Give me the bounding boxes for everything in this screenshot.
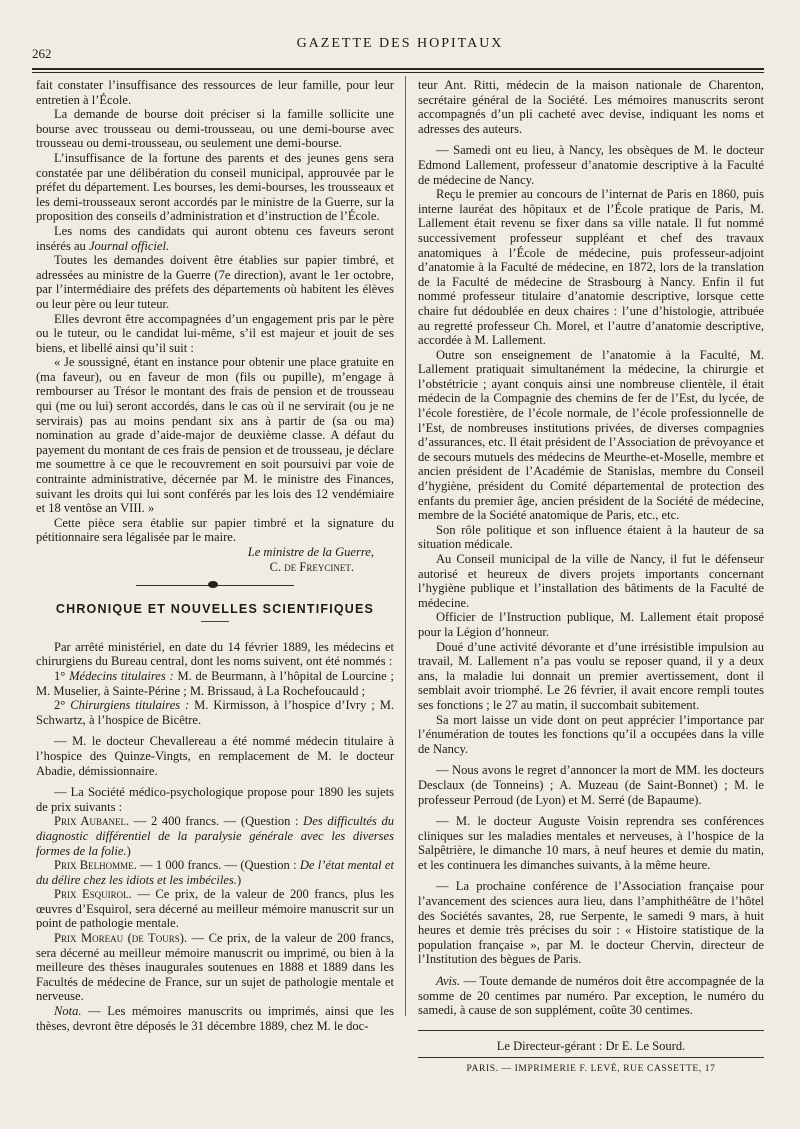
news-item: — M. le docteur Chevallereau a été nommé médecin titulaire à l’hospice des Quinze-Vingts, en remplacement de M. le docteur Abadie, démissionnaire. <box>36 734 394 778</box>
question: De l’état mental et du délire chez les idiots et les imbéciles. <box>36 858 394 887</box>
question: Des difficultés du diagnostic différentiel de la paralysie générale avec les diverses formes de la folie. <box>36 814 394 858</box>
column-divider <box>405 76 406 1016</box>
prize-item <box>36 887 394 931</box>
news-item <box>36 669 394 698</box>
paragraph: Officier de l’Instruction publique, M. Lallement était proposé pour la Légion d’honneur. <box>418 610 764 639</box>
paragraph: Elles devront être accompagnées d’un engagement pris par le père ou le tuteur, ou le candidat lui-même, s’il est majeur et jouit de ses biens, et libellé ainsi qu’il suit : <box>36 311 394 355</box>
section-title: CHRONIQUE ET NOUVELLES SCIENTIFIQUES <box>55 602 375 617</box>
paragraph: La demande de bourse doit préciser si la famille sollicite une bourse avec trousseau ou demi-trousseau, ou une demi-bourse avec trousseau ou demi-trousseau, ou seulement une demi-bourse. <box>36 107 394 151</box>
paragraph: Outre son enseignement de l’anatomie à la Faculté, M. Lallement pratiquait simultanément la médecine, la chirurgie et l’obstétricie ; ayant conquis ainsi une nombreuse clientèle, il était médecin de la Compagnie des chemins de fer de l’Est, du lycée, de l’école forestière, de l’école normale, de l’école professionnelle de l’Est, de nombreuses institutions privées, de diverses compagnies d’assurances, etc. Il était président de l’Association de prévoyance et de secours mutuels des médecins de Meurthe-et-Moselle, membre et ancien président de l’Académie de Stanislas, membre du Conseil d’hygiène, président du Comité départemental de protection des enfants du premier âge, ancien président de la Société de médecine, membre de la Société anatomique de Paris, etc., etc. <box>418 347 764 523</box>
text: — Ce prix, de la valeur de 200 francs, plus les œuvres d’Esquirol, sera décerné au meilleur mémoire manuscrit sur un point de pathologie mentale. <box>36 887 394 931</box>
news-item: — La Société médico-psychologique propose pour 1890 les sujets de prix suivants : <box>36 785 394 814</box>
news-item: Par arrêté ministériel, en date du 14 février 1889, les médecins et chirurgiens du Bureau central, dont les noms suivent, ont été nommés : <box>36 639 394 669</box>
paragraph: L’insuffisance de la fortune des parents et des jeunes gens sera constatée par une délibération du conseil municipal, approuvée par le préfet du département. Les bourses, les demi-bourses, les trousseaux et les demi-trousseaux seront accordés par le ministre de la Guerre, sur la proposition des conseils d’administration et d’instruction de l’École. <box>36 150 394 224</box>
text: Les noms des candidats qui auront obtenu ces faveurs seront insérés au <box>36 223 394 253</box>
header-rule <box>32 68 764 70</box>
prize-item <box>36 931 394 1004</box>
paragraph: Son rôle politique et son influence étaient à la hauteur de sa situation médicale. <box>418 522 764 552</box>
news-item: — M. le docteur Auguste Voisin reprendra ses conférences cliniques sur les maladies mentales et nerveuses, à l’hospice de la Salpêtrière, le dimanche 10 mars, à neuf heures et demie du matin, et les continuera les dimanches suivants, à la même heure. <box>418 814 764 872</box>
avis-label: Avis. <box>436 974 461 989</box>
news-item <box>36 698 394 727</box>
paragraph: Toutes les demandes doivent être établies sur papier timbré, et adressées au ministre de la Guerre (7e direction), avant le 1er octobre, par l’intermédiaire des préfets des départements où habitent les élèves ou leur père ou leur tuteur. <box>36 253 394 311</box>
prize-name: Prix Moreau (de Tours). <box>54 931 188 946</box>
prize-name: Prix Aubanel. <box>54 814 130 829</box>
journal-officiel: Journal officiel. <box>88 238 170 253</box>
left-column <box>36 78 394 1033</box>
signature-title: Le ministre de la Guerre, <box>247 545 374 559</box>
news-item: — Nous avons le regret d’annoncer la mort de MM. les docteurs Desclaux (de Tonneins) ; A. Muzeau (de Saint-Bonnet) ; M. le professeur Perroud (de Lyon) et M. Serré (de Bapaume). <box>418 763 764 807</box>
page-number: 262 <box>32 46 52 61</box>
text: — Ce prix, de la valeur de 200 francs, sera décerné au meilleur mémoire manuscrit ou imprimé, ou bien à la meilleure des thèses inaugurales soutenues en 1888 et 1889 dans les Facultés de médecine de France, sur un sujet de pathologie mentale et nerveuse. <box>36 931 394 1004</box>
label-medecins: Médecins titulaires : <box>69 668 174 683</box>
nota <box>36 1004 394 1033</box>
nota-label: Nota. <box>54 1004 82 1019</box>
right-column <box>418 78 764 1077</box>
printer-imprint: PARIS. — IMPRIMERIE F. LEVÉ, RUE CASSETTE, 17 <box>466 1064 716 1075</box>
paragraph: Au Conseil municipal de la ville de Nancy, il fut le défenseur autorisé et heureux de divers projets importants concernant l’hygiène publique et l’installation des bâtiments de la Faculté de médecine. <box>418 552 764 610</box>
paragraph: Sa mort laisse un vide dont on peut apprécier l’importance par l’énumération de toutes les fonctions qu’il a occupées dans la ville de Nancy. <box>418 712 764 756</box>
engagement-text: « Je soussigné, étant en instance pour obtenir une place gratuite en (ma faveur), ou en faveur de mon (fils ou pupille), m’engage à rembourser au Trésor le montant des frais de pension et de trousseau qui (me ou lui) seront accordés, dans le cas où il ne servirait (ou je ne servirais) pas au moins pendant six ans à partir de (sa ou ma) nomination au grade d’aide-major de deuxième classe. A défaut du payement du montant de ces frais de pension et de trousseau, je déclare me soumettre à ce que le recouvrement en soit poursuivi par voie de contrainte administrative, décernée par M. le ministre des Finances, suivant les droits qui lui sont conférés par les lois des 12 vendémiaire et 18 ventôse an VIII. » <box>36 355 394 516</box>
text: — Toute demande de numéros doit être accompagnée de la somme de 20 centimes par numéro. Par exception, le numéro du samedi, à cause de son supplément, coûte 30 centimes. <box>418 974 764 1018</box>
journal-title: GAZETTE DES HOPITAUX <box>296 36 504 51</box>
prize-item <box>36 858 394 887</box>
paragraph: Cette pièce sera établie sur papier timbré et la signature du pétitionnaire sera légalisée par le maire. <box>36 515 394 545</box>
paragraph: Doué d’une activité dévorante et d’une irrésistible impulsion au travail, M. Lallement n’a pas voulu se reposer quand, il y a deux ans, la maladie lui donnait un premier avertissement, dont il semblait avoir triomphé. Le 26 février, il avait encore rempli toutes ses fonctions ; le 27 au matin, il succombait subitement. <box>418 639 764 712</box>
text: — 2 400 francs. — (Question : <box>129 814 304 829</box>
text: M. Kirmisson, à l’hospice d’Ivry ; M. Schwartz, à l’hospice de Bicêtre. <box>36 698 394 727</box>
prize-name: Prix Esquirol. <box>54 887 132 902</box>
footer-rule <box>418 1030 764 1031</box>
prize-item <box>36 814 394 858</box>
paragraph: fait constater l’insuffisance des ressources de leur famille, pour leur entretien à l’École. <box>36 78 394 107</box>
text: 2° <box>54 698 71 713</box>
prize-name: Prix Belhomme. <box>54 858 137 873</box>
text: 1° <box>54 668 70 683</box>
news-item: — Samedi ont eu lieu, à Nancy, les obsèques de M. le docteur Edmond Lallement, professeur d’anatomie descriptive à la Faculté de médecine de Nancy. <box>418 143 764 187</box>
text: ) <box>126 843 131 858</box>
footer-rule <box>418 1057 764 1058</box>
text: — Les mémoires manuscrits ou imprimés, ainsi que les thèses, devront être déposés le 31 décembre 1889, chez M. le doc- <box>36 1004 394 1033</box>
ornament-divider <box>36 582 394 590</box>
label-chirurgiens: Chirurgiens titulaires : <box>70 698 190 713</box>
text: ) <box>236 872 242 887</box>
header-rule-thin <box>32 72 764 73</box>
paragraph: teur Ant. Ritti, médecin de la maison nationale de Charenton, secrétaire général de la Société. Les mémoires manuscrits seront accompagnés d’un pli cacheté avec devise, indiquant les noms et adresses des auteurs. <box>418 78 764 136</box>
paragraph <box>36 224 394 253</box>
directeur-gerant: Le Directeur-gérant : Dr E. Le Sourd. <box>496 1038 686 1053</box>
signature-name: C. de Freycinet. <box>269 559 354 574</box>
news-item: — La prochaine conférence de l’Association française pour l’avancement des sciences aura lieu, dans l’amphithéâtre de l’hôtel des Sociétés savantes, 28, rue Serpente, le samedi 9 mars, à huit heures et demie très précises du soir : « Histoire statistique de la population française », par M. le docteur Chervin, directeur de l’Institution des bègues de Paris. <box>418 879 764 967</box>
text: — 1 000 francs. — (Question : <box>136 858 300 873</box>
avis <box>418 974 764 1018</box>
paragraph: Reçu le premier au concours de l’internat de Paris en 1860, puis interne lauréat des hôpitaux et de l’École pratique de Paris, M. Lallement était revenu se fixer dans sa ville natale. Il fut nommé successivement professeur suppléant et chef des travaux anatomiques à l’École de médecine, puis professeur-adjoint d’anatomie à la Faculté de médecine, en 1872, lors de la translation de la Faculté de médecine de Strasbourg à Nancy. Enfin il fut nommé professeur titulaire d’anatomie descriptive, lorsque cette chaire fut dédoublée en deux chaires : l’une d’histologie, attribuée au regretté professeur Ch. Morel, et l’autre d’anatomie descriptive, accordée à M. Lallement. <box>418 187 764 348</box>
text: M. de Beurmann, à l’hôpital de Lourcine ; M. Muselier, à Sainte-Périne ; M. Brissaud, à La Rochefoucauld ; <box>36 668 395 698</box>
section-rule <box>201 621 229 622</box>
